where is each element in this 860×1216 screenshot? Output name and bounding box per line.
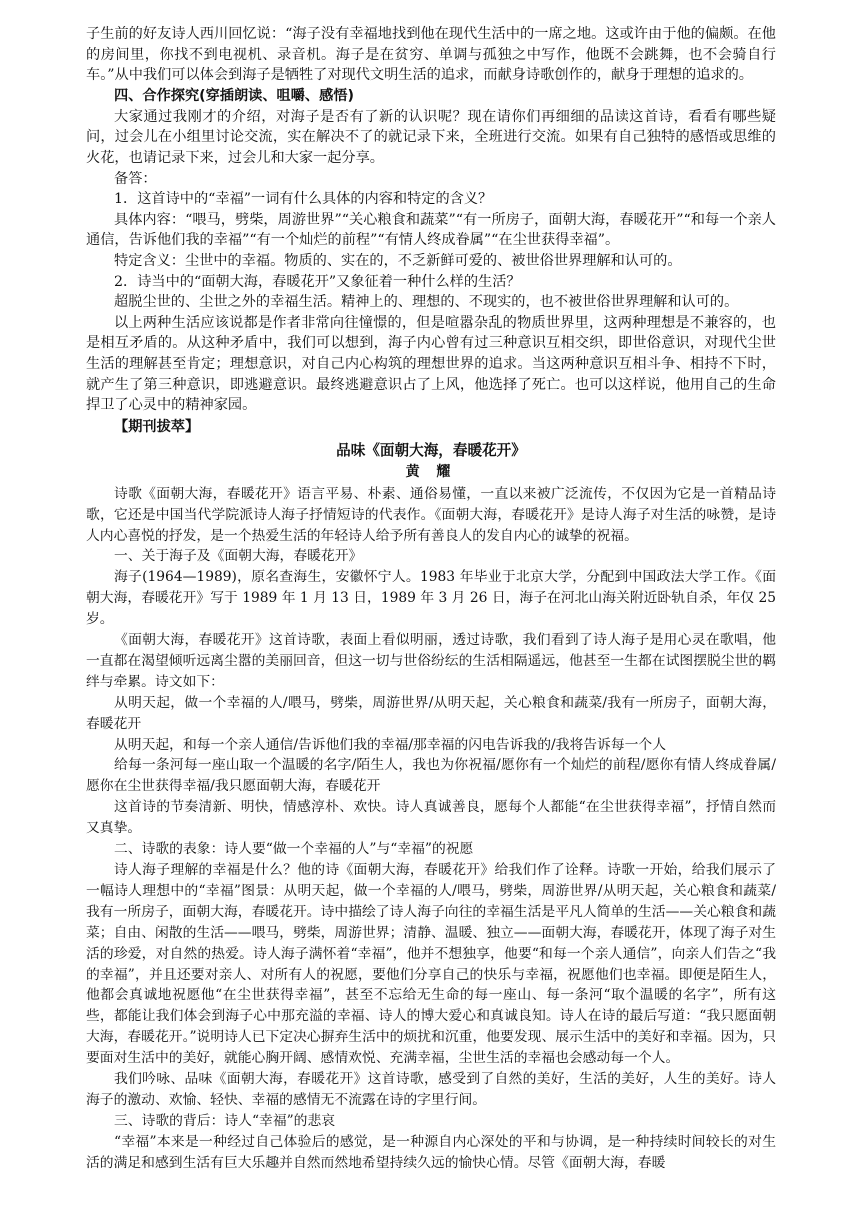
journal-tag: 【期刊拔萃】 xyxy=(114,418,200,435)
article-author: 黄 耀 xyxy=(405,463,457,480)
article-title: 品味《面朝大海，春暖花开》 xyxy=(336,441,526,459)
article-section-2: 二、诗歌的表象：诗人要“做一个幸福的人”与“幸福”的祝愿 xyxy=(114,841,474,858)
article-section-1: 一、关于海子及《面朝大海，春暖花开》 xyxy=(114,548,363,565)
question-1-meaning: 特定含义：尘世中的幸福。物质的、实在的，不乏新鲜可爱的、被世俗世界理解和认可的。 xyxy=(114,252,682,269)
article-paragraph-7: “幸福”本来是一种经过自己体验后的感觉，是一种源自内心深处的平和与协调，是一种持续时间较长的对生活的满足和感到生活有巨大乐趣并自然而然地希望持续久远的愉快心情。尽管《面朝大海，春暖 xyxy=(86,1133,776,1171)
article-paragraph-5: 诗人海子理解的幸福是什么？他的诗《面朝大海，春暖花开》给我们作了诠释。诗歌一开始，给我们展示了一幅诗人理想中的“幸福”图景：从明天起，做一个幸福的人/喂马，劈柴，周游世界/从明天起，关心粮食和蔬菜/我有一所房子，面朝大海，春暖花开。诗中描绘了诗人海子向往的幸福生活是平凡人简单的生活——关心粮食和蔬菜；自由、闲散的生活——喂马，劈柴，周游世界；清静、温暖、独立——面朝大海，春暖花开，体现了海子对生活的珍爱，对自然的热爱。诗人海子满怀着“幸福”，他并不想独享，他要“和每一个亲人通信”，向亲人们告之“我的幸福”，并且还要对亲人、对所有人的祝愿，要他们分享自己的快乐与幸福，祝愿他们也幸福。即便是陌生人，他都会真诚地祝愿他“在尘世获得幸福”，甚至不忘给无生命的每一座山、每一条河“取个温暖的名字”，所有这些，都能让我们体会到海子心中那充溢的幸福、诗人的博大爱心和真诚良知。诗人在诗的最后写道：“我只愿面朝大海，春暖花开。”说明诗人已下定决心摒弃生活中的烦扰和沉重，他要发现、展示生活中的美好和幸福。因为，只要面对生活中的美好，就能心胸开阔、感情欢悦、充满幸福，尘世生活的幸福也会感动每一个人。 xyxy=(86,862,776,1067)
beida-label: 备答： xyxy=(114,170,157,187)
poem-stanza-2: 从明天起，和每一个亲人通信/告诉他们我的幸福/那幸福的闪电告诉我的/我将告诉每一个人 xyxy=(114,736,667,753)
article-paragraph-6: 我们吟咏、品味《面朝大海，春暖花开》这首诗歌，感受到了自然的美好，生活的美好，人生的美好。诗人海子的激动、欢愉、轻快、幸福的感情无不流露在诗的字里行间。 xyxy=(86,1071,776,1108)
article-section-3: 三、诗歌的背后：诗人“幸福”的悲哀 xyxy=(114,1112,336,1129)
poem-stanza-1: 从明天起，做一个幸福的人/喂马，劈柴，周游世界/从明天起，关心粮食和蔬菜/我有一所房子，面朝大海，春暖花开 xyxy=(86,694,776,732)
intro-paragraph: 子生前的好友诗人西川回忆说：“海子没有幸福地找到他在现代生活中的一席之地。这或许由于他的偏颇。在他的房间里，你找不到电视机、录音机。海子是在贫穷、单调与孤独之中写作，他既不会跳舞，也不会骑自行车。”从中我们可以体会到海子是牺牲了对现代文明生活的追求，而献身诗歌创作的，献身于理想的追求的。 xyxy=(86,26,776,84)
article-paragraph-3: 《面朝大海，春暖花开》这首诗歌，表面上看似明丽，透过诗歌，我们看到了诗人海子是用心灵在歌唱，他一直都在渴望倾听远离尘嚣的美丽回音，但这一切与世俗纷纭的生活相隔遥远，他甚至一生都在试图摆脱尘世的羁绊与牵累。诗文如下： xyxy=(86,632,776,690)
article-paragraph-1: 诗歌《面朝大海，春暖花开》语言平易、朴素、通俗易懂，一直以来被广泛流传，不仅因为它是一首精品诗歌，它还是中国当代学院派诗人海子抒情短诗的代表作。《面朝大海，春暖花开》是诗人海子对生活的咏赞，是诗人内心喜悦的抒发，是一个热爱生活的年轻诗人给予所有善良人的发自内心的诚挚的祝福。 xyxy=(86,485,776,544)
article-paragraph-2: 海子(1964—1989)，原名查海生，安徽怀宁人。1983 年毕业于北京大学，分配到中国政法大学工作。《面朝大海，春暖花开》写于 1989 年 1 月 13 日，1989 年 3 月 26 日，海子在河北山海关附近卧轨自杀，年仅 25 岁。 xyxy=(86,569,776,628)
question-1: 1．这首诗中的“幸福”一词有什么具体的内容和特定的含义？ xyxy=(114,191,493,208)
invite-paragraph: 大家通过我刚才的介绍，对海子是否有了新的认识呢？现在请你们再细细的品读这首诗，看看有哪些疑问，过会儿在小组里讨论交流，实在解决不了的就记录下来，全班进行交流。如果有自己独特的感悟或思维的火花，也请记录下来，过会儿和大家一起分享。 xyxy=(86,108,776,166)
question-2: 2．诗当中的“面朝大海，春暖花开”又象征着一种什么样的生活？ xyxy=(114,273,521,290)
question-2-answer: 超脱尘世的、尘世之外的幸福生活。精神上的、理想的、不现实的，也不被世俗世界理解和认可的。 xyxy=(114,294,739,311)
question-1-content: 具体内容：“喂马，劈柴，周游世界”“关心粮食和蔬菜”“有一所房子，面朝大海，春暖花开”“和每一个亲人通信，告诉他们我的幸福”“有一个灿烂的前程”“有情人终成眷属”“在尘世获得幸福”。 xyxy=(86,211,776,249)
article-paragraph-4: 这首诗的节奏清新、明快，情感淳朴、欢快。诗人真诚善良，愿每个人都能“在尘世获得幸福”，抒情自然而又真挚。 xyxy=(86,799,776,837)
section-heading-4: 四、合作探究(穿插朗读、咀嚼、感悟) xyxy=(114,87,354,104)
poem-stanza-3: 给每一条河每一座山取一个温暖的名字/陌生人，我也为你祝福/愿你有一个灿烂的前程/愿你有情人终成眷属/愿你在尘世获得幸福/我只愿面朝大海，春暖花开 xyxy=(86,757,776,795)
analysis-paragraph: 以上两种生活应该说都是作者非常向往憧憬的，但是喧嚣杂乱的物质世界里，这两种理想是不兼容的，也是相互矛盾的。从这种矛盾中，我们可以想到，海子内心曾有过三种意识互相交织，即世俗意识，对现代尘世生活的理解甚至肯定；理想意识，对自己内心构筑的理想世界的追求。当这两种意识互相斗争、相持不下时，就产生了第三种意识，即逃避意识。最终逃避意识占了上风，他选择了死亡。也可以这样说，他用自己的生命捍卫了心灵中的精神家园。 xyxy=(86,314,776,414)
